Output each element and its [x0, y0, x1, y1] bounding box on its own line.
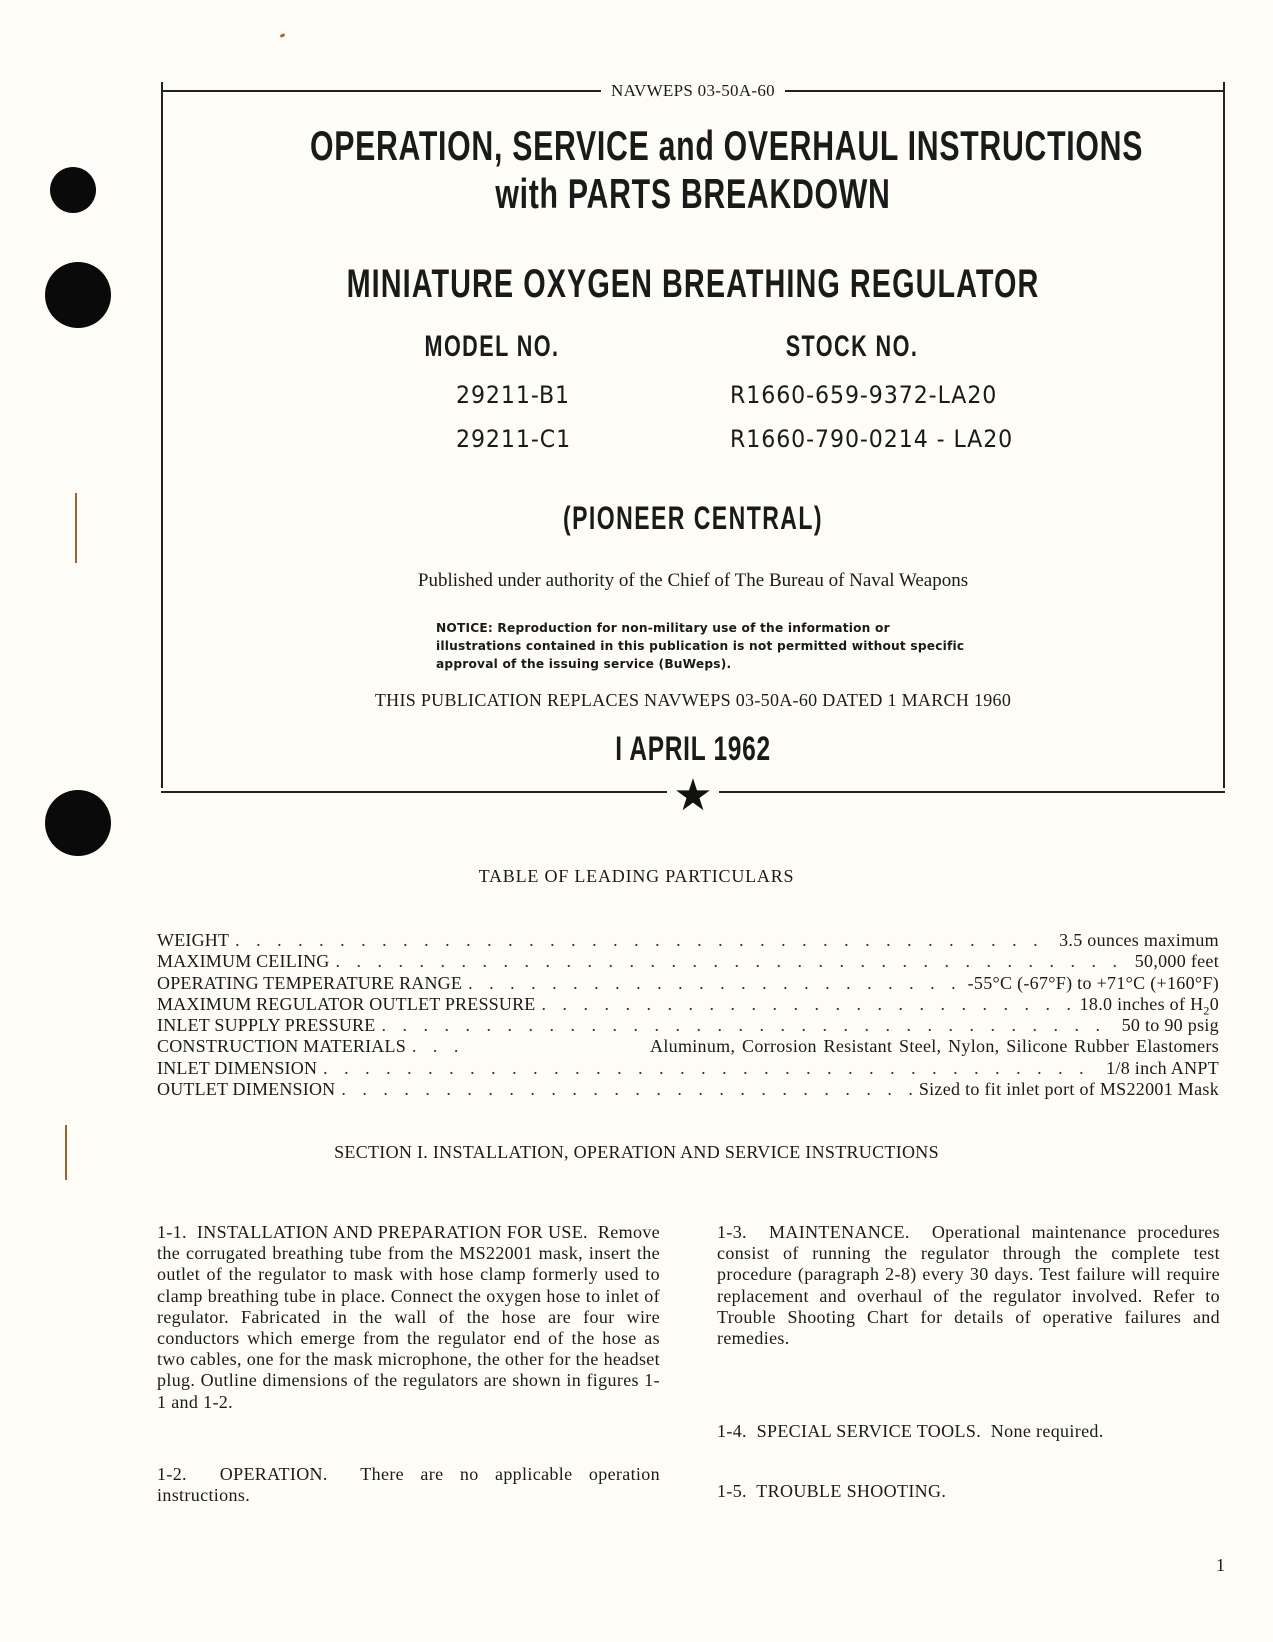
margin-mark-1	[75, 493, 77, 563]
spec-row-inlet-pressure: INLET SUPPLY PRESSURE . . . 50 to 90 psig	[157, 1015, 1219, 1036]
document-id: NAVWEPS 03-50A-60	[611, 81, 775, 100]
model-number: 29211-B1	[456, 381, 570, 409]
spec-row-materials: CONSTRUCTION MATERIALS . . . Aluminum, Corrosion Resistant Steel, Nylon, Silicone Rubber Elastomers	[157, 1036, 1219, 1057]
spec-row-outlet-dimension: OUTLET DIMENSION . . . Sized to fit inlet port of MS22001 Mask	[157, 1079, 1219, 1100]
spec-row-weight: WEIGHT . . . 3.5 ounces maximum	[157, 930, 1219, 951]
star-icon: ★	[673, 770, 713, 821]
spec-row-ceiling: MAXIMUM CEILING . . . 50,000 feet	[157, 951, 1219, 972]
model-number: 29211-C1	[456, 425, 572, 453]
spec-row-inlet-dimension: INLET DIMENSION . . . 1/8 inch ANPT	[157, 1058, 1219, 1079]
manufacturer: (PIONEER CENTRAL)	[562, 500, 823, 536]
notice-label: NOTICE:	[436, 621, 493, 635]
model-header: MODEL NO.	[424, 330, 560, 363]
punch-hole-1	[50, 167, 96, 213]
section-title: SECTION I. INSTALLATION, OPERATION AND SERVICE INSTRUCTIONS	[334, 1142, 939, 1162]
spec-row-temperature: OPERATING TEMPERATURE RANGE . . . -55°C (-67°F) to +71°C (+160°F)	[157, 973, 1219, 994]
punch-hole-3	[45, 790, 111, 856]
paragraph-text: Remove the corrugated breathing tube from the MS22001 mask, insert the outlet of the regulator to mask with hose clamp formerly used to clamp breathing tube in place. Connect the oxygen hose to inlet of regulator. Fabricated in the wall of the hose are four wire conductors which emerge from the regulator end of the hose as two cables, one for the mask microphone, the other for the headset plug. Outline dimensions of the regulators are shown in figures 1-1 and 1-2.	[157, 1222, 661, 1412]
paragraph-heading: MAINTENANCE.	[769, 1222, 910, 1242]
spec-row-outlet-pressure: MAXIMUM REGULATOR OUTLET PRESSURE . . . 18.0 inches of $H_20$	[157, 994, 1219, 1015]
paragraph-1-5: 1-5. TROUBLE SHOOTING.	[717, 1481, 947, 1501]
publication-date: I APRIL 1962	[615, 730, 771, 768]
page-number: 1	[1216, 1555, 1225, 1575]
paragraph-1-2: 1-2. OPERATION. There are no applicable operation instructions.	[157, 1464, 660, 1506]
paragraph-text: Operational maintenance procedures consist of running the regulator through the complete test procedure (paragraph 2-8) every 30 days. Test failure will require replacement and overhaul of the regulator involved. Refer to Trouble Shooting Chart for details of operative failures and remedies.	[717, 1222, 1220, 1349]
title-line-2: with PARTS BREAKDOWN	[495, 170, 891, 217]
stock-number: R1660-790-0214 - LA20	[730, 425, 1014, 453]
notice	[436, 619, 966, 673]
frame-header	[161, 81, 1225, 101]
paragraph-heading: INSTALLATION AND PREPARATION FOR USE.	[196, 1222, 588, 1242]
paragraph-1-4: 1-4. SPECIAL SERVICE TOOLS. None required.	[717, 1421, 1104, 1441]
paragraph-1-1: 1-1. INSTALLATION AND PREPARATION FOR USE. Remove the corrugated breathing tube from the MS22001 mask, insert the outlet of the regulator to mask with hose clamp formerly used to clamp breathing tube in place. Connect the oxygen hose to inlet of regulator. Fabricated in the wall of the hose are four wire conductors which emerge from the regulator end of the hose as two cables, one for the mask microphone, the other for the headset plug. Outline dimensions of the regulators are shown in figures 1-1 and 1-2.	[157, 1222, 661, 1412]
stock-number: R1660-659-9372-LA20	[730, 381, 998, 409]
margin-speck	[280, 33, 286, 38]
frame-footer	[161, 770, 1225, 821]
punch-hole-2	[45, 262, 111, 328]
paragraph-1-3: 1-3. MAINTENANCE. Operational maintenance procedures consist of running the regulator through the complete test procedure (paragraph 2-8) every 30 days. Test failure will require replacement and overhaul of the regulator involved. Refer to Trouble Shooting Chart for details of operative failures and remedies.	[717, 1222, 1220, 1349]
replaces-statement: THIS PUBLICATION REPLACES NAVWEPS 03-50A-60 DATED 1 MARCH 1960	[374, 690, 1012, 710]
stock-header: STOCK NO.	[785, 330, 919, 363]
title-line-1: OPERATION, SERVICE and OVERHAUL INSTRUCTIONS	[309, 122, 1144, 169]
paragraph-text: None required.	[990, 1421, 1104, 1441]
authority-statement: Published under authority of the Chief of The Bureau of Naval Weapons	[417, 570, 969, 591]
notice-text: Reproduction for non-military use of the information or illustrations contained in this publication is not permitted without specific approval of the issuing service (BuWeps).	[436, 621, 965, 671]
leading-particulars-table	[157, 930, 1219, 1100]
paragraph-text: There are no applicable operation instructions.	[157, 1464, 660, 1506]
paragraph-heading: SPECIAL SERVICE TOOLS.	[756, 1421, 982, 1441]
paragraph-heading: TROUBLE SHOOTING.	[756, 1481, 947, 1501]
paragraph-heading: OPERATION.	[219, 1464, 328, 1484]
leading-particulars-title: TABLE OF LEADING PARTICULARS	[478, 866, 795, 886]
product-title: MINIATURE OXYGEN BREATHING REGULATOR	[346, 262, 1040, 306]
